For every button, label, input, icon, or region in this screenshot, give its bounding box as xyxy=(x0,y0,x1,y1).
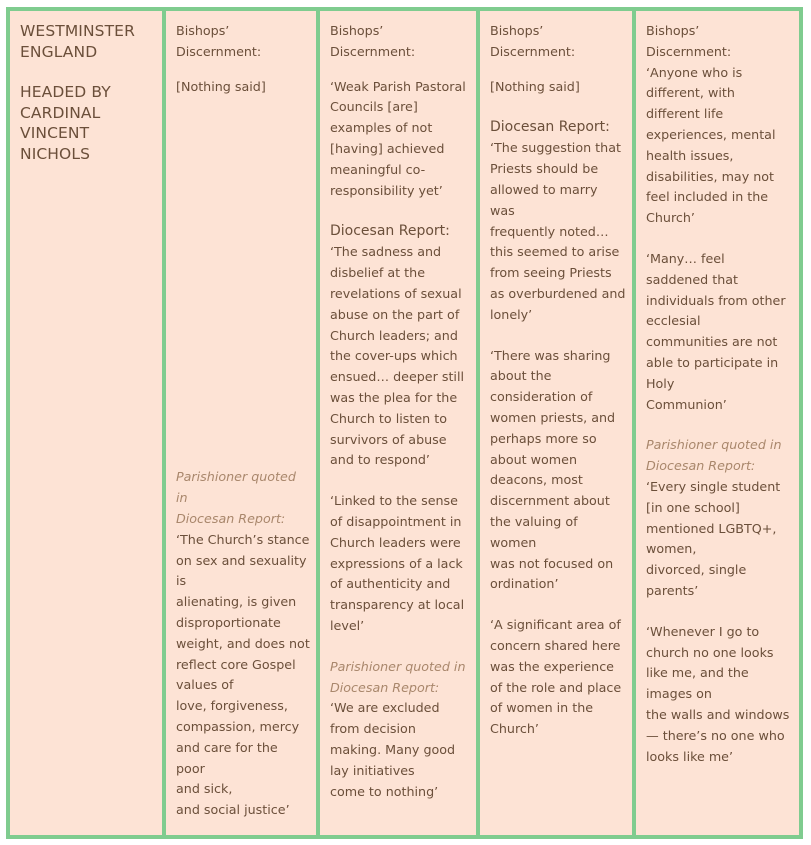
diocesan-quote-2: ‘Linked to the sense of disappointment in Church leaders were expressions of a lack of authenticity and transparency at local level’ xyxy=(330,493,465,633)
bishops-text: [Nothing said] xyxy=(176,78,266,94)
bishops-header: Bishops’ Discernment: xyxy=(330,23,416,59)
bishops-quote-2: ‘Many… feel saddened that individuals from other ecclesial communities are not able to participate in Holy Communion’ xyxy=(646,250,786,412)
parishioner-label: Parishioner quoted in Diocesan Report: xyxy=(330,658,466,695)
bishops-text: ‘Weak Parish Pastoral Councils [are] examples of not [having] achieved meaningful co- responsibility yet’ xyxy=(330,78,466,198)
bishops-quote-1: ‘Anyone who is different, with different life experiences, mental health issues, disabilities, may not feel included in the Church’ xyxy=(646,64,776,226)
diocesan-quote-1: ‘The suggestion that Priests should be allowed to marry was frequently noted… this seemed to arise from seeing Priests as overburdened and lonely’ xyxy=(490,140,626,322)
region-column xyxy=(10,11,162,835)
region-line-england: ENGLAND xyxy=(20,42,98,61)
region-line-cardinal: CARDINAL xyxy=(20,103,101,122)
region-line-vincent: VINCENT xyxy=(20,124,90,142)
bishops-header: Bishops’ Discernment: xyxy=(176,23,262,59)
column-3 xyxy=(320,11,476,835)
region-line-headed-by: HEADED BY xyxy=(20,83,111,101)
diocesan-quote-3: ‘A significant area of concern shared here was the experience of the role and place of women in the Church’ xyxy=(490,617,622,737)
diocesan-heading: Diocesan Report: xyxy=(330,223,450,240)
parishioner-quote: ‘We are excluded from decision making. Many good lay initiatives come to nothing’ xyxy=(330,700,456,799)
region-line-westminster: WESTMINSTER xyxy=(20,22,135,40)
diocesan-quote-1: ‘The sadness and disbelief at the revelations of sexual abuse on the part of Church leaders; and the cover-ups which ensued… deeper still was the plea for the Church to listen to survivors of abuse and to respond’ xyxy=(330,244,465,468)
column-5 xyxy=(636,11,799,835)
parishioner-label: Parishioner quoted in Diocesan Report: xyxy=(646,437,782,474)
diocesan-heading: Diocesan Report: xyxy=(490,119,610,136)
parishioner-label: Parishioner quoted in Diocesan Report: xyxy=(176,469,296,526)
bishops-text: [Nothing said] xyxy=(490,78,580,94)
parishioner-quote-1: ‘Every single student [in one school] mentioned LGBTQ+, women, divorced, single parents’ xyxy=(646,478,781,598)
column-2 xyxy=(166,11,316,835)
parishioner-quote-2: ‘Whenever I go to church no one looks like me, and the images on the walls and windows — there’s no one who looks like me’ xyxy=(646,623,790,764)
diocesan-quote-2: ‘There was sharing about the consideration of women priests, and perhaps more so about women deacons, most discernment about the valuing of women was not focused on ordination’ xyxy=(490,347,616,592)
region-line-nichols: NICHOLS xyxy=(20,144,91,163)
bishops-header: Bishops’ Discernment: xyxy=(490,23,576,59)
document-table xyxy=(6,7,803,839)
region-spacer xyxy=(20,62,156,82)
column-4 xyxy=(480,11,632,835)
bishops-header: Bishops’ Discernment: xyxy=(646,23,732,59)
parishioner-quote: ‘The Church’s stance on sex and sexuality is alienating, is given disproportionate weight, and does not reflect core Gospel values of love, forgiveness, compassion, mercy and care for the poor and sick, and social justice’ xyxy=(176,531,310,818)
